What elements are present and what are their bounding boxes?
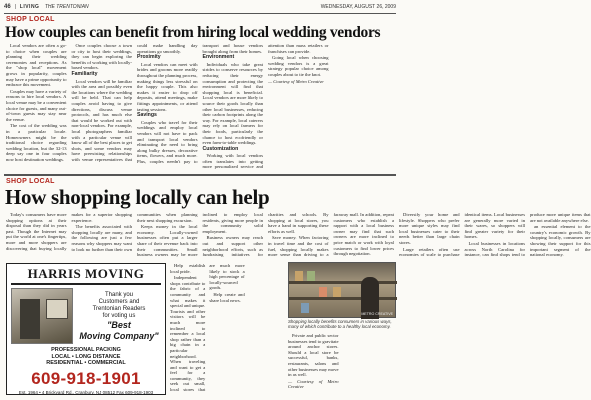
shelf xyxy=(289,297,397,300)
section-name: LIVING xyxy=(19,4,40,10)
story2-paragraph: Independent shops contribute to the fabric of a community and what makes it special and unique. Tourists and other visitors will be much more inclined to remember a local shop rather than a big chain in a particular neighborhood. When traveling and want to get a feel for a community, they seek out small, local stores that are much more likely to stock a high percentage of locally-sourced goods. xyxy=(170,263,245,393)
masthead-rule xyxy=(4,13,396,14)
story1-kicker: SHOP LOCAL xyxy=(6,16,55,23)
story2-paragraph: Private and public sector businesses tend to gravitate around anchor stores. Should a local store be successful, banks, restaurants, salons and other businesses may move in as well. xyxy=(288,333,339,378)
shopping-photo xyxy=(288,262,396,318)
ad-thanks-line: Trentonian Readers xyxy=(92,306,146,312)
story1-paragraph: The cost of the wedding was in a particular locale. Homeowners might be the traditional choice regarding wedding location, but the 32-13 deep say one in four couples now host destination weddings. xyxy=(6,123,67,162)
photo-caption: Shopping locally benefits consumers in various ways, many of which contribute to a healthy local economy. xyxy=(288,319,392,329)
paper-name: THE TRENTONIAN xyxy=(44,4,89,10)
subhead-proximity: Proximity xyxy=(137,54,161,61)
ad-storefront-photo xyxy=(11,288,73,344)
story1-paragraph: Couples who travel for their weddings and employ local vendors will not have to pack and transport local vendors eliminating the need to bring along bulky dresses, decorative items, flowers, and much more. Plus, couples needn't pay to transport and house vendors brought along from their homes. xyxy=(137,43,263,164)
ad-thanks-line: Customers and xyxy=(98,299,140,305)
shelf-item xyxy=(301,303,309,313)
page-number: 46 xyxy=(4,4,11,10)
story1-headline: How couples can benefit from hiring local wedding vendors xyxy=(5,24,381,41)
ad-logo-rule xyxy=(11,283,161,285)
story2-signature: — Courtesy of Metro Creative xyxy=(288,378,339,390)
ad-service-line: LOCAL • LONG DISTANCE xyxy=(51,353,121,360)
story-divider xyxy=(4,174,396,176)
subhead-environment: Environment xyxy=(202,54,235,61)
story1-paragraph: Local vendors can meet with brides and grooms more readily throughout the planning process, making things less stressful on the happy couple. This also makes it easier to drop off deposits, attend meetings, make fittings appointments, or attend tasting sessions. xyxy=(137,61,198,112)
ad-thanks xyxy=(73,288,161,344)
shelf-item xyxy=(319,287,327,297)
ad-thanks-line: Thank you xyxy=(104,292,134,298)
story1-signature: — Courtesy of Metro Creative xyxy=(268,78,324,84)
harris-moving-ad xyxy=(6,263,166,395)
story2-paragraph: Diversify your home and lifestyle. Shoppers who prefer more unique styles may find local businesses cater to their needs better than large chain stores. xyxy=(399,212,460,245)
storefront-window xyxy=(46,299,68,319)
shelf-item xyxy=(307,271,315,281)
story2-paragraph: an essential element to the country's economic growth. By shopping locally, consumers are showing their support for this important segment of the national economy. xyxy=(530,224,591,258)
story2-paragraph: Keeps money in the local economy. Locally-owned businesses often put a larger share of their revenue back into their communities. Small business owners may be more inclined to employ local residents, giving more people in the community solid employment. xyxy=(137,212,263,258)
story1-paragraph: Once couples choose a town or city to host their weddings, they can begin exploring the benefits of working with locally-based vendors. xyxy=(71,43,132,71)
shelf-item xyxy=(295,271,303,281)
ad-services xyxy=(7,347,165,367)
story2-paragraph: The benefits associated with shopping locally are many, and the following are just a few reasons why shoppers may want to look no further than their own communities when planning their next shopping excursion. xyxy=(71,212,198,252)
story2-body-top xyxy=(6,212,591,260)
ad-award-line: Moving Company" xyxy=(79,331,159,341)
ad-phone-number[interactable]: 609-918-1901 xyxy=(31,368,141,388)
story2-body-right xyxy=(288,333,394,395)
story1-paragraph: Local vendors are often a go-to choice when couples are planning their wedding ceremonies and receptions. As the "shop local" movement grows in popularity, couples may have a prime opportunity to embrace this movement. xyxy=(6,43,67,88)
story1-paragraph: Couples may have a variety of reasons to hire local vendors. A local venue may be a convenient choice for guests, and many out-of-town guests may stay near the venue. xyxy=(6,88,67,122)
subhead-customization: Customization xyxy=(202,145,239,152)
story2-paragraph: Local businesses in locations across North Carolina for instance, can find shops tend to produce more unique items that are not available anywhere else. xyxy=(464,212,591,258)
story2-kicker: SHOP LOCAL xyxy=(6,178,55,185)
ad-business-name: HARRIS MOVING xyxy=(27,266,145,281)
story2-paragraph: Large retailers often use economies of scale to purchase identical items. Local businesses are generally more varied in their wares, so shoppers will find greater variety for their homes. xyxy=(399,212,525,258)
story2-paragraph: Today's consumers have more shopping options at their disposal than they did in years past. Though the Internet may put the world at one's fingertips, more and more shoppers are discovering that buying locally makes for a superior shopping experience. xyxy=(6,212,132,251)
storefront-door xyxy=(20,299,40,339)
story2-paragraph: Business owners may reach out and support other neighborhood efforts, such as fundraising initiatives for charities and schools. By shopping at local stores, you have a hand in supporting these efforts as well. xyxy=(202,212,329,258)
subhead-familiarity: Familiarity xyxy=(71,70,98,77)
shelf xyxy=(289,281,397,284)
story2-body-middle xyxy=(170,263,284,395)
ad-award-line: "Best xyxy=(107,320,131,330)
story2-paragraph: Help create and share local news. xyxy=(209,291,245,303)
story1-paragraph: Going local when choosing wedding vendors is a great strategy popular choice among couples about to tie the knot. xyxy=(268,55,329,77)
story1-paragraph: Local vendors will be familiar with the area and possibly even the locations where the wedding will be held. That can help couples avoid having to give directions, discuss venue protocols, and has much else that would be worked out with non-local vendors. For example, local photographers familiar with a particular venue will know all of the best places to get shots, and some vendors may have preexisting relationships with venue representatives that could make handling day operations go smoothly. xyxy=(71,43,198,162)
story2-paragraph: Save money. When factoring in travel time and the cost of fuel, shopping locally makes more sense than driving to a faraway mall. In addition, repeat customers who establish a rapport with a local business owner may find that such owners are more inclined to price match or work with loyal customers to find lower prices through negotiation. xyxy=(268,212,394,258)
ad-address: Est. 1964 • 4 Brickyard Rd., Cranbury, NJ 08512 Fax 609-918-1903 xyxy=(18,389,154,395)
ad-middle xyxy=(7,286,165,346)
story2-paragraph: Help establish local pride. xyxy=(170,263,206,274)
story2-headline: How shopping locally can help xyxy=(5,185,270,209)
ad-service-line: RESIDENTIAL • COMMERCIAL xyxy=(46,360,126,366)
subhead-savings: Savings xyxy=(137,112,157,119)
story1-paragraph: Working with local vendors often translates into getting more personalized service and attention than mass retailers or franchises can provide. xyxy=(202,43,329,170)
story1-paragraph: Individuals who take great strides to conserve resources by reducing their energy consumption and protecting the environment will find that shopping local is beneficial. Local vendors are more likely to source their goods locally than other local businesses, reducing their carbon footprints along the way. For example, local caterers may rely on local farmers for their foods, particularly the chance to host ecofriendly or even farm-to-table weddings. xyxy=(202,61,263,146)
ad-service-line: PROFESSIONAL PACKING xyxy=(51,347,121,353)
shelf-item xyxy=(333,287,341,297)
masthead-separator: | xyxy=(15,4,17,10)
photo-credit: METRO CREATIVE xyxy=(361,312,393,316)
issue-date: WEDNESDAY, AUGUST 26, 2009 xyxy=(320,4,396,10)
story1-body xyxy=(6,43,394,171)
ad-thanks-line: for voting us xyxy=(102,313,136,319)
